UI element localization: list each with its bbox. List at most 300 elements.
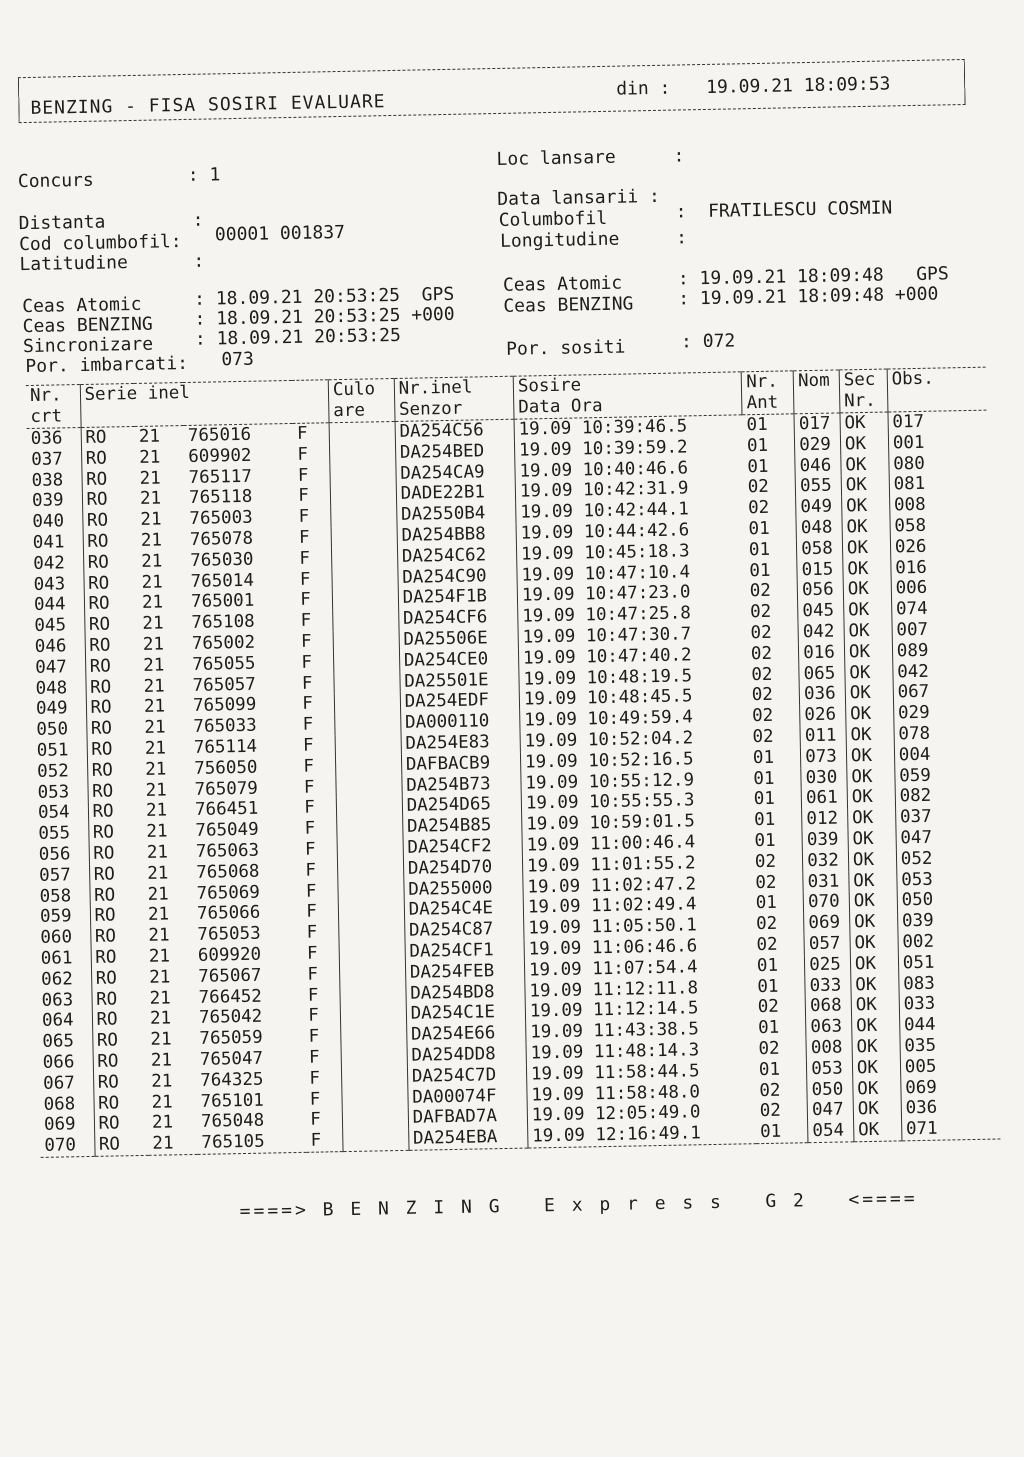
- cell-nr: 067: [43, 1072, 75, 1094]
- cell-sosire: 19.09 11:58:44.5: [526, 1060, 755, 1085]
- col-nr-inel-senzor: Nr.inel Senzor: [394, 376, 514, 421]
- cell-ant: 02: [751, 685, 774, 706]
- cell-ant: 02: [747, 498, 770, 519]
- cell-sec: OK: [840, 433, 888, 455]
- cell-sosire: 19.09 10:39:46.5: [514, 415, 743, 441]
- cell-tara: RO: [87, 760, 141, 782]
- cell-an: 21: [149, 987, 171, 1009]
- cell-sex: F: [306, 901, 317, 923]
- cell-nom: 025: [805, 954, 851, 976]
- cell-ant: 02: [759, 1080, 781, 1101]
- cell-an: 21: [138, 426, 161, 447]
- ceas-atomic-left-label: Ceas Atomic: [22, 293, 142, 318]
- cell-ant: 01: [753, 809, 776, 831]
- cell-sosire: 19.09 10:49:59.4: [520, 706, 749, 731]
- cell-nom: 045: [798, 601, 844, 623]
- cell-sec: OK: [851, 974, 899, 996]
- cell-senzor: DA254B85: [402, 815, 522, 838]
- cell-tara: RO: [94, 1113, 148, 1135]
- table-body: [27, 410, 1001, 1157]
- cell-senzor: DA254C4E: [404, 898, 524, 921]
- cell-serie: 765057: [192, 674, 257, 696]
- cell-serie: 765066: [196, 902, 261, 925]
- cell-nom: 031: [803, 871, 849, 893]
- cell-obs: 067: [893, 681, 992, 704]
- cell-culoare: [335, 734, 401, 756]
- cell-nr: 064: [41, 1010, 74, 1032]
- cell-serie: 765053: [197, 923, 261, 945]
- cell-an: 21: [142, 634, 165, 655]
- cell-tara: RO: [83, 531, 137, 553]
- latitudine-label: Latitudine: [19, 252, 129, 276]
- loc-lansare-label: Loc lansare: [496, 146, 616, 170]
- cell-sosire: 19.09 11:05:50.1: [524, 914, 753, 939]
- cell-sex: F: [300, 631, 312, 652]
- cell-obs: 059: [895, 764, 994, 787]
- cell-an: 21: [147, 904, 170, 926]
- cell-nom: 032: [803, 850, 849, 872]
- cell-an: 21: [139, 468, 161, 489]
- cell-nom: 065: [799, 663, 845, 685]
- cell-ant: 01: [758, 1059, 781, 1080]
- cell-sec: OK: [847, 787, 895, 809]
- cell-tara: RO: [89, 864, 143, 886]
- cell-senzor: DA254D70: [403, 856, 523, 879]
- cell-ant: 01: [753, 789, 776, 810]
- cell-ant: 01: [748, 518, 770, 540]
- cell-ant: 02: [759, 1101, 782, 1122]
- cell-ant: 02: [750, 643, 773, 664]
- cell-nom: 026: [800, 705, 846, 727]
- data-lansarii-label: Data lansarii :: [497, 185, 661, 210]
- cell-tara: RO: [84, 593, 138, 615]
- cell-nr: 041: [32, 532, 65, 553]
- cell-an: 21: [144, 717, 166, 739]
- cell-obs: 005: [900, 1055, 999, 1078]
- cell-sec: OK: [852, 1036, 900, 1058]
- cell-senzor: DA254CF2: [403, 836, 523, 859]
- cell-nom: 046: [795, 455, 841, 477]
- cell-sosire: 19.09 11:00:46.4: [522, 831, 751, 856]
- cell-senzor: DA254CF6: [398, 607, 518, 630]
- cell-an: 21: [151, 1091, 173, 1113]
- cell-sec: OK: [843, 579, 891, 601]
- cell-culoare: [334, 672, 400, 694]
- cell-serie: 765047: [199, 1048, 264, 1070]
- cell-nr: 048: [35, 677, 68, 699]
- cell-ant: 01: [746, 414, 768, 436]
- cell-obs: 082: [895, 785, 994, 808]
- cell-tara: RO: [94, 1134, 148, 1156]
- cell-sec: OK: [843, 600, 891, 622]
- cell-sex: F: [298, 506, 310, 528]
- cell-sex: F: [308, 1047, 320, 1068]
- cell-nr: 052: [37, 761, 70, 782]
- cell-an: 21: [141, 572, 163, 593]
- cell-nom: 073: [801, 746, 847, 768]
- cell-senzor: DA254D65: [402, 794, 522, 817]
- cell-an: 21: [145, 800, 168, 822]
- cell-an: 21: [147, 883, 169, 905]
- cell-sex: F: [301, 673, 313, 694]
- cell-obs: 069: [901, 1076, 1000, 1099]
- cell-sec: OK: [845, 704, 893, 726]
- cell-tara: RO: [90, 926, 144, 948]
- cell-tara: RO: [91, 947, 145, 969]
- cell-nr: 061: [40, 948, 73, 969]
- loc-lansare-value: :: [673, 145, 685, 167]
- cell-nr: 051: [36, 740, 69, 761]
- cell-senzor: DA25501E: [400, 669, 520, 692]
- cell-sex: F: [307, 985, 319, 1006]
- cell-sex: F: [305, 860, 317, 881]
- cell-obs: 089: [892, 639, 991, 662]
- cell-senzor: DA254F1B: [398, 586, 518, 609]
- ceas-benzing-left-label: Ceas BENZING: [22, 313, 153, 338]
- cell-nr: 038: [31, 469, 64, 491]
- cell-ant: 01: [755, 893, 778, 914]
- cell-tara: RO: [84, 614, 138, 636]
- cell-senzor: DA254BD8: [406, 981, 526, 1004]
- din-label: din :: [616, 77, 671, 100]
- cell-culoare: [331, 547, 397, 569]
- cell-ant: 02: [756, 934, 778, 956]
- cell-ant: 01: [746, 435, 769, 457]
- cell-sex: F: [304, 797, 315, 819]
- cell-nr: 066: [42, 1052, 75, 1073]
- cell-culoare: [335, 713, 401, 735]
- cell-sec: OK: [845, 662, 893, 684]
- cell-tara: RO: [87, 739, 141, 761]
- cell-culoare: [336, 796, 402, 818]
- cell-sec: OK: [841, 496, 889, 518]
- cell-sec: OK: [844, 620, 892, 642]
- cell-an: 21: [144, 738, 167, 759]
- cell-senzor: DA254E66: [406, 1023, 526, 1046]
- cell-ant: 01: [757, 976, 779, 997]
- cell-ant: 01: [747, 456, 769, 477]
- cell-sosire: 19.09 10:47:40.2: [518, 644, 747, 669]
- cell-obs: 007: [892, 619, 991, 642]
- report-datetime: 19.09.21 18:09:53: [705, 73, 891, 98]
- longitudine-label: Longitudine: [499, 228, 620, 252]
- cell-culoare: [334, 692, 400, 714]
- cell-an: 21: [149, 1008, 172, 1030]
- cell-serie: 765003: [189, 507, 253, 530]
- cell-nom: 054: [808, 1120, 854, 1142]
- cell-nr: 037: [31, 449, 64, 470]
- cell-sosire: 19.09 10:47:23.0: [517, 582, 746, 607]
- cell-sex: F: [297, 465, 309, 486]
- cell-sec: OK: [847, 766, 895, 788]
- col-culoare: Culo are: [328, 378, 395, 422]
- cell-culoare: [341, 1046, 407, 1068]
- cell-an: 21: [143, 696, 166, 718]
- cell-sec: OK: [841, 454, 889, 476]
- cell-ant: 01: [748, 539, 771, 560]
- cell-serie: 764325: [200, 1069, 264, 1091]
- arrivals-table: [26, 367, 1001, 1158]
- cell-serie: 765118: [188, 487, 253, 509]
- longitudine-value: :: [675, 227, 688, 249]
- cell-senzor: DAFBAD7A: [408, 1106, 528, 1129]
- cell-tara: RO: [86, 697, 140, 719]
- cell-sex: F: [309, 1089, 321, 1110]
- cell-ant: 02: [751, 705, 774, 727]
- cell-nom: 029: [795, 434, 841, 456]
- cell-nom: 063: [806, 1016, 852, 1038]
- cell-nr: 056: [38, 844, 71, 865]
- cell-senzor: DA254DD8: [407, 1043, 527, 1066]
- cell-an: 21: [143, 655, 165, 676]
- sositi-label: Por. sositi: [505, 336, 626, 360]
- cell-culoare: [330, 464, 396, 486]
- cell-sex: F: [306, 1130, 343, 1152]
- concurs-label: Concurs: [17, 169, 94, 193]
- cell-serie: 609902: [188, 445, 252, 467]
- cell-sex: F: [304, 839, 316, 860]
- cell-sex: F: [310, 1109, 321, 1131]
- cell-sosire: 19.09 10:47:10.4: [517, 561, 746, 586]
- cell-sosire: 19.09 11:43:38.5: [526, 1018, 755, 1043]
- cell-culoare: [339, 963, 405, 985]
- cell-nom: 070: [803, 892, 849, 914]
- cell-nr: 060: [40, 927, 73, 949]
- cell-serie: 756050: [194, 757, 258, 779]
- cell-nom: 049: [796, 497, 842, 519]
- cell-nr: 044: [33, 594, 66, 616]
- cell-senzor: DA254B73: [402, 773, 522, 796]
- cell-sec: OK: [849, 870, 897, 892]
- cell-ant: 01: [756, 955, 779, 976]
- cell-senzor: DA255000: [404, 877, 524, 900]
- cell-nr: 043: [33, 573, 66, 595]
- cell-sec: OK: [847, 808, 895, 830]
- distanta-value: :: [192, 209, 204, 231]
- cell-sosire: 19.09 10:45:18.3: [516, 540, 745, 565]
- cell-sec: OK: [842, 516, 890, 538]
- cell-sex: F: [300, 590, 311, 611]
- concurs-value: : 1: [187, 164, 221, 186]
- cell-culoare: [333, 651, 399, 673]
- cell-senzor: DA25506E: [399, 628, 519, 651]
- cell-sex: F: [307, 964, 319, 985]
- latitudine-value: :: [193, 250, 205, 272]
- cell-nom: 053: [807, 1058, 853, 1080]
- cell-nom: 057: [804, 933, 850, 955]
- cell-serie: 765063: [195, 840, 260, 862]
- cell-culoare: [329, 443, 395, 465]
- cell-an: 21: [151, 1071, 173, 1092]
- cell-obs: 071: [901, 1118, 1000, 1141]
- cell-sec: OK: [853, 1119, 901, 1141]
- cell-nom: 017: [794, 413, 840, 435]
- cell-tara: RO: [85, 635, 139, 657]
- cell-obs: 039: [897, 910, 996, 933]
- cell-senzor: DA254BB8: [397, 524, 517, 547]
- cell-obs: 036: [901, 1097, 1000, 1120]
- cell-sec: OK: [848, 828, 896, 850]
- cell-obs: 058: [890, 515, 989, 538]
- cell-tara: RO: [81, 469, 135, 491]
- ceas-benzing-right-value: : 19.09.21 18:09:48 +000: [678, 283, 939, 310]
- cell-nr: 055: [38, 823, 71, 845]
- cell-tara: RO: [82, 510, 136, 532]
- cell-serie: 765016: [187, 424, 252, 446]
- cell-sex: F: [297, 444, 309, 465]
- cell-serie: 766452: [198, 986, 263, 1008]
- cell-an: 21: [148, 1133, 197, 1155]
- cell-sosire: 19.09 11:12:11.8: [525, 977, 754, 1002]
- cell-nom: 055: [795, 476, 841, 498]
- cell-an: 21: [139, 447, 161, 468]
- cell-an: 21: [141, 551, 163, 572]
- cell-sosire: 19.09 10:47:25.8: [518, 602, 747, 627]
- cell-senzor: DA000110: [400, 711, 520, 734]
- cell-nom: 069: [804, 912, 850, 934]
- cell-an: 21: [141, 592, 164, 614]
- cell-obs: 004: [894, 743, 993, 766]
- cell-culoare: [341, 1025, 407, 1047]
- sincronizare-label: Sincronizare: [22, 333, 154, 358]
- cell-sex: F: [303, 756, 315, 777]
- cell-serie: 765114: [193, 736, 258, 758]
- cell-an: 21: [139, 488, 162, 510]
- cell-an: 21: [148, 925, 170, 946]
- cell-sex: F: [298, 486, 309, 507]
- cell-sosire: 19.09 10:55:12.9: [521, 769, 750, 794]
- cell-ant: 02: [749, 581, 772, 602]
- col-nom: Nom: [793, 370, 840, 414]
- cell-ant: 02: [747, 477, 770, 498]
- cell-obs: 035: [900, 1034, 999, 1057]
- cell-obs: 078: [894, 723, 993, 746]
- cell-senzor: DA254C56: [395, 419, 515, 443]
- cell-tara: RO: [93, 1092, 147, 1114]
- cell-sec: OK: [843, 558, 891, 580]
- cell-nr: 065: [42, 1031, 75, 1052]
- ceas-atomic-right-label: Ceas Atomic: [502, 272, 623, 296]
- cell-senzor: DA254C62: [397, 544, 517, 567]
- cell-ant: 02: [750, 622, 772, 644]
- cell-nom: 012: [802, 809, 848, 831]
- cell-sex: F: [296, 423, 308, 444]
- cell-ant: 02: [749, 601, 772, 623]
- cell-ant: 01: [752, 747, 775, 768]
- cell-ant: 02: [751, 664, 773, 685]
- sositi-value: : 072: [680, 330, 736, 353]
- cell-sosire: 19.09 11:48:14.3: [526, 1039, 755, 1064]
- sincronizare-value: : 18.09.21 20:53:25: [194, 324, 402, 350]
- cell-senzor: DA254C87: [404, 919, 524, 942]
- cell-sex: F: [305, 881, 317, 902]
- cell-obs: 080: [889, 452, 988, 475]
- cell-nr: 069: [43, 1114, 76, 1136]
- cell-ant: 02: [758, 1038, 780, 1060]
- cell-serie: 765099: [192, 695, 257, 717]
- ceas-benzing-right-label: Ceas BENZING: [503, 293, 634, 317]
- cell-sosire: 19.09 11:12:14.5: [525, 998, 754, 1023]
- cell-obs: 042: [893, 660, 992, 683]
- cell-an: 21: [150, 1029, 172, 1050]
- cell-ant: 02: [754, 851, 777, 872]
- cell-nom: 048: [796, 517, 842, 539]
- cell-sosire: 19.09 10:48:45.5: [519, 686, 748, 711]
- cell-nom: 056: [797, 580, 843, 602]
- cell-senzor: DA254EDF: [400, 690, 520, 713]
- cell-sec: OK: [846, 745, 894, 767]
- columbofil-value: : FRATILESCU COSMIN: [675, 197, 893, 223]
- cell-sosire: 19.09 10:52:16.5: [520, 748, 749, 773]
- cell-ant: 02: [752, 726, 774, 748]
- cell-sex: F: [302, 714, 314, 735]
- cell-tara: RO: [88, 822, 142, 844]
- cell-culoare: [335, 755, 401, 777]
- cell-culoare: [341, 1067, 407, 1089]
- cell-obs: 016: [891, 556, 990, 579]
- col-nr-ant: Nr. Ant: [742, 371, 795, 415]
- cell-nr: 063: [41, 989, 74, 1011]
- cell-tara: RO: [82, 489, 136, 511]
- cell-nr: 046: [34, 636, 67, 657]
- cell-sosire: 19.09 12:05:49.0: [527, 1101, 756, 1126]
- cell-obs: 050: [897, 889, 996, 912]
- cell-tara: RO: [88, 801, 142, 823]
- cell-serie: 765101: [200, 1090, 265, 1112]
- cell-obs: 053: [897, 868, 996, 891]
- col-data-ora-label: Data Ora: [518, 395, 603, 418]
- cell-nom: 047: [807, 1100, 853, 1122]
- cell-obs: 083: [899, 972, 998, 995]
- cell-senzor: DAFBACB9: [401, 752, 521, 775]
- cell-ant: 01: [756, 1121, 808, 1143]
- cell-sec: OK: [853, 1099, 901, 1121]
- cell-nom: 061: [801, 788, 847, 810]
- cell-an: 21: [149, 967, 171, 988]
- col-serie-inel: Serie inel: [80, 380, 329, 428]
- cell-tara: RO: [81, 426, 135, 448]
- cell-sosire: 19.09 11:58:48.0: [527, 1081, 756, 1106]
- imbarcati-value: 073: [221, 348, 255, 371]
- cell-nr: 047: [35, 657, 68, 678]
- cell-sec: OK: [842, 537, 890, 559]
- cell-culoare: [337, 817, 403, 839]
- cell-sec: OK: [844, 641, 892, 663]
- cell-sec: OK: [845, 683, 893, 705]
- cell-nr: 054: [37, 802, 70, 824]
- cell-nr: 040: [32, 511, 65, 533]
- cell-tara: RO: [85, 656, 139, 678]
- cell-sex: F: [306, 943, 318, 964]
- cell-senzor: DA254CE0: [399, 648, 519, 671]
- ceas-atomic-right-value: : 19.09.21 18:09:48 GPS: [677, 263, 949, 290]
- cell-an: 21: [142, 613, 164, 635]
- cell-sosire: 19.09 10:47:30.7: [518, 623, 747, 648]
- cell-obs: 074: [891, 598, 990, 621]
- cell-obs: 002: [898, 930, 997, 953]
- cell-culoare: [339, 942, 405, 964]
- cell-tara: RO: [81, 448, 135, 470]
- cell-sex: F: [299, 548, 311, 569]
- cell-nr: 070: [40, 1135, 94, 1157]
- cell-obs: 081: [889, 473, 988, 496]
- cell-an: 21: [140, 509, 162, 531]
- cell-sec: OK: [840, 412, 888, 434]
- cod-columbofil-label: Cod columbofil:: [18, 231, 182, 256]
- cell-serie: 765001: [190, 591, 255, 613]
- cell-culoare: [340, 983, 406, 1005]
- cell-serie: 765030: [190, 549, 254, 571]
